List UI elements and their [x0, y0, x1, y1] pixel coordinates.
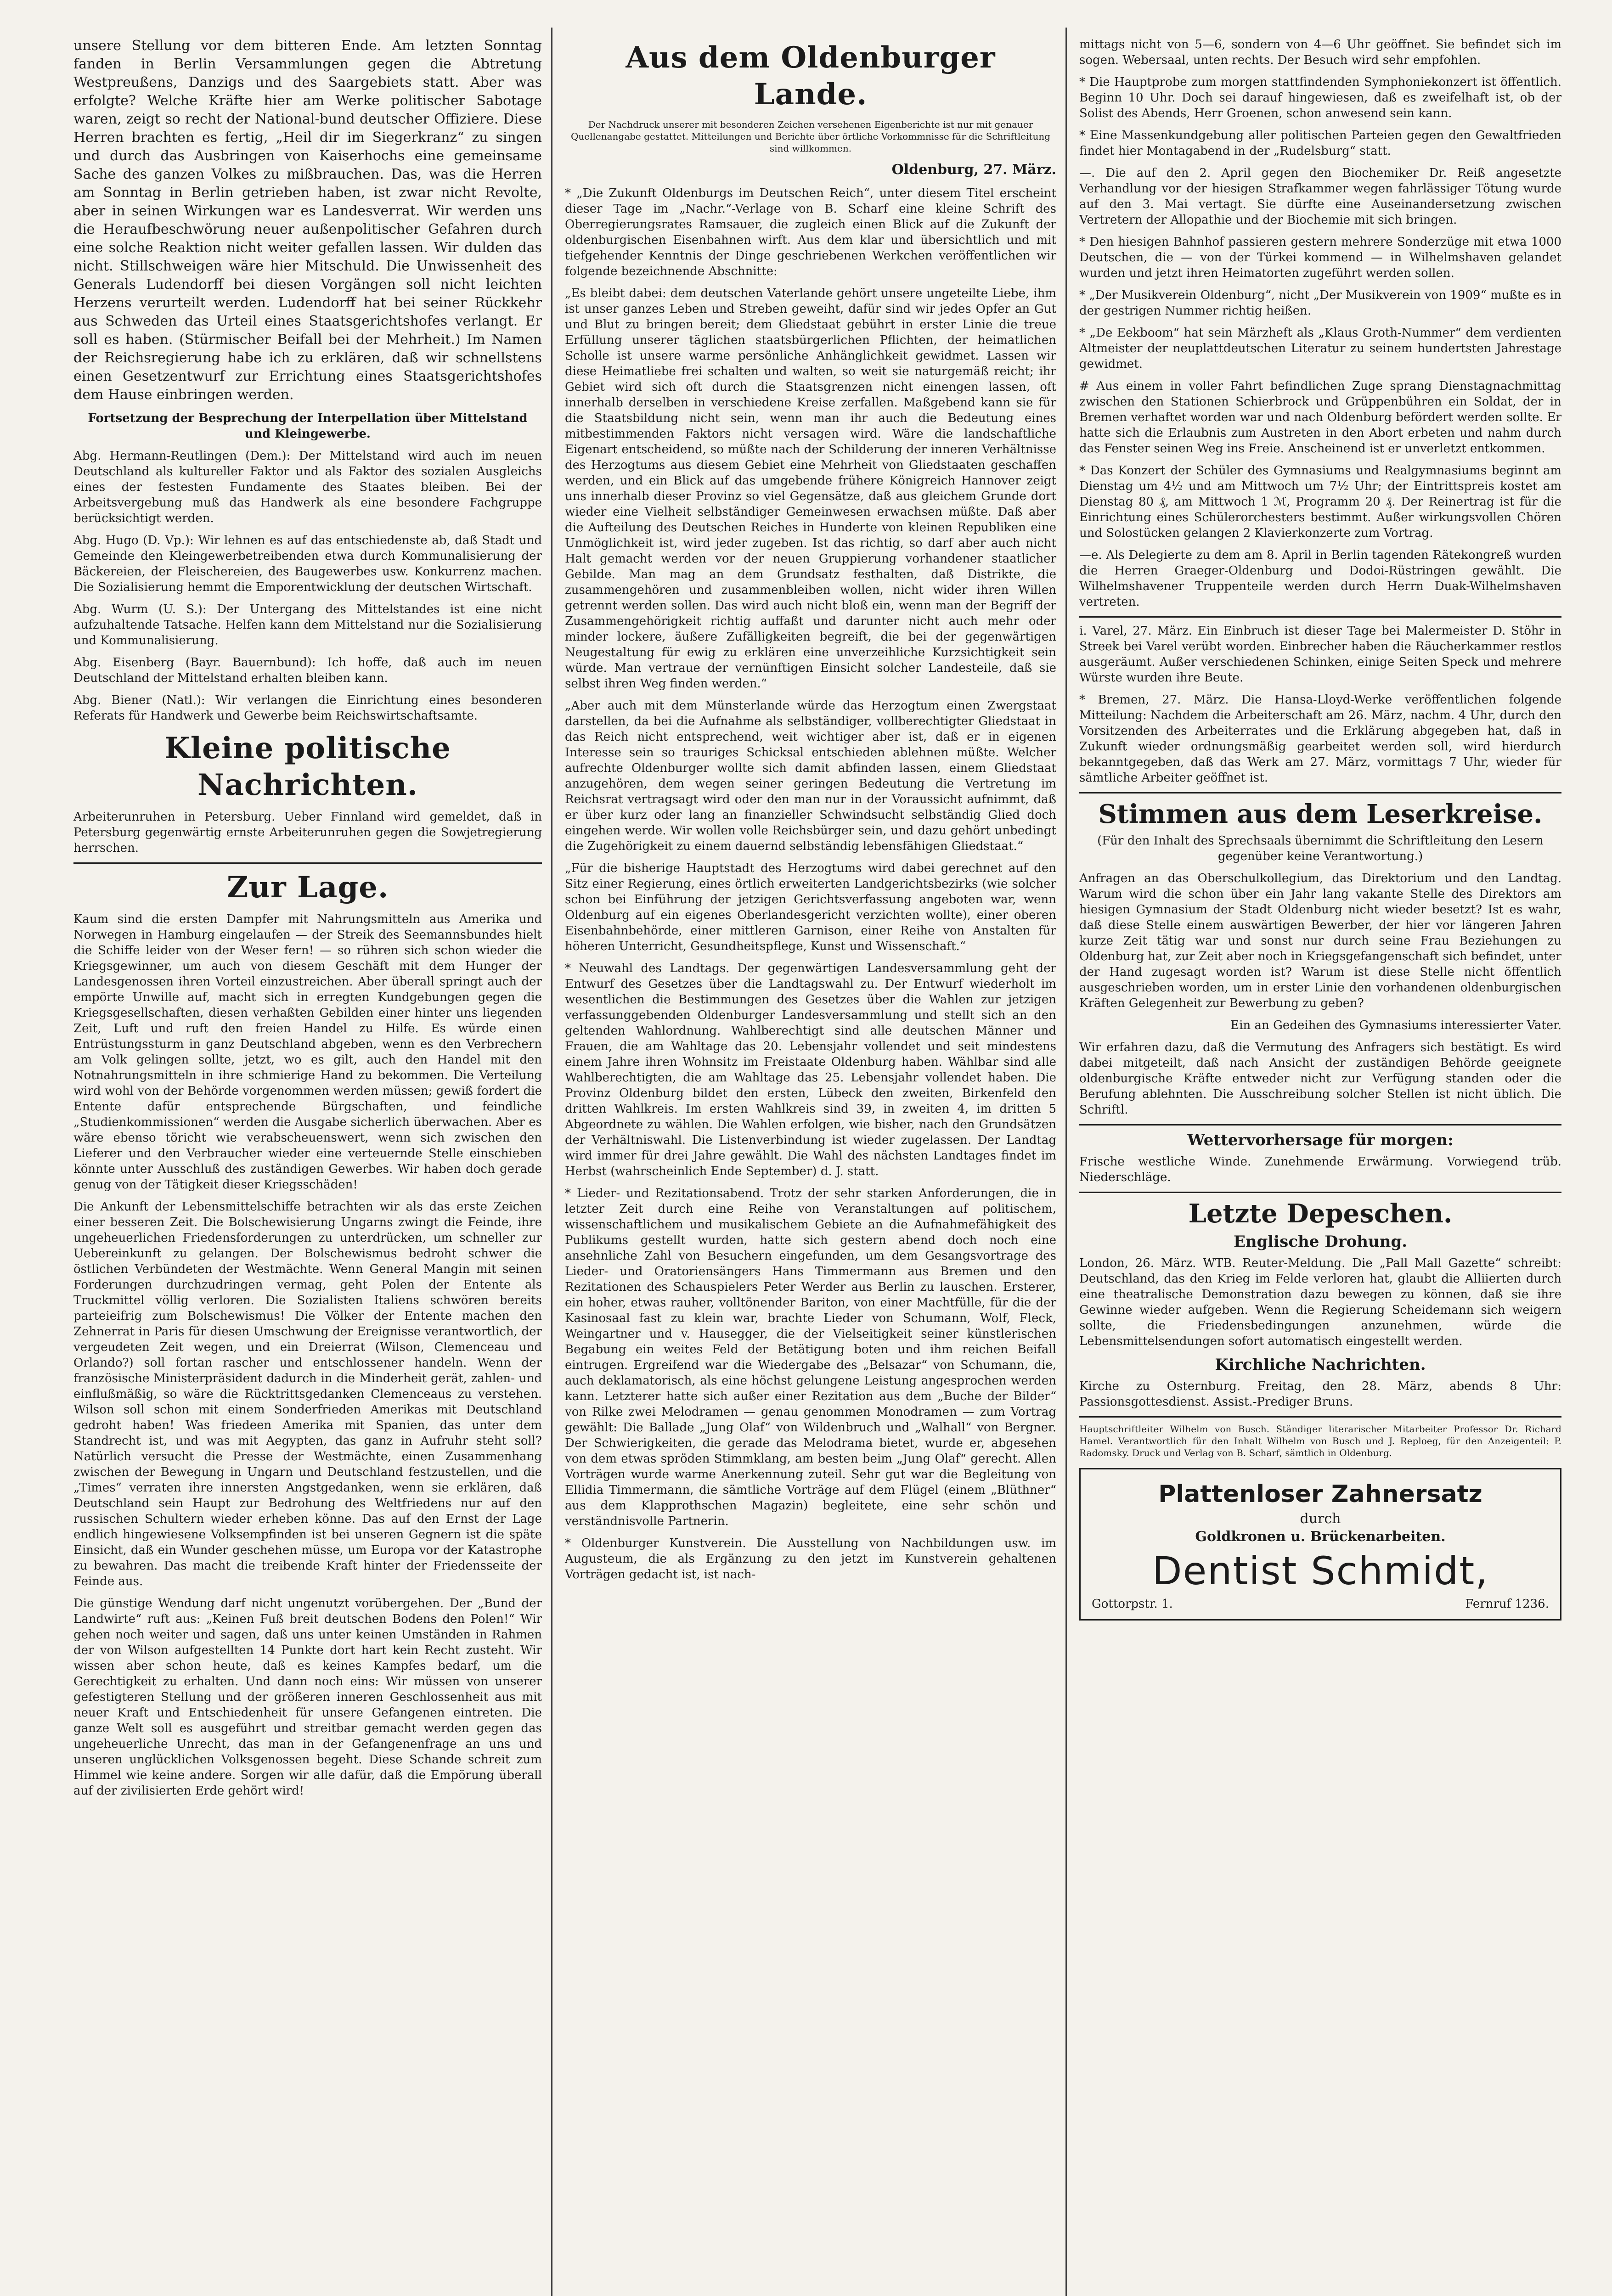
ad-line: Goldkronen u. Brückenarbeiten.: [1195, 1529, 1446, 1545]
column-divider: [1065, 28, 1067, 2296]
article-paragraph: * „Die Zukunft Oldenburgs im Deutschen Reich“, unter diesem Titel erscheint dieser Tage im „Nachr.“-Verlage von B. Scharf eine kleine Schrift des Oberregierungsrates Ramsauer, die zugleich einen Blick auf die Zukunft der oldenburgischen Eisenbahnen wirft. Aus dem klar und übersichtlich und mit tiefgehender Kenntnis der Dinge geschriebenen Werkchen veröffentlichen wir folgende bezeichnende Abschnitte:: [565, 186, 1056, 278]
article-paragraph: unsere Stellung vor dem bitteren Ende. Am letzten Sonntag fanden in Berlin Versammlungen gegen die Abtretung Westpreußens, Danzigs und des Saargebiets statt. Aber was erfolgte? Welche Kräfte hier am Werke politischer Sabotage waren, zeigt so recht der National-bund deutscher Offiziere. Diese Herren brachten es fertig, „Heil dir im Siegerkranz“ zu singen und durch das Ausbringen von Kaiserhochs eine gemeinsame Sache des ganzen Volkes zu mißbrauchen. Das, was die Herren am Sonntag in Berlin getrieben haben, ist zwar nicht Revolte, aber in seinen Wirkungen war es Landesverrat. Wir werden uns die Heraufbeschwörung neuer außenpolitischer Gefahren durch eine solche Reaktion nicht weiter gefallen lassen. Wir dulden das nicht. Stillschweigen wäre hier Mitschuld. Die Unwissenheit des Generals Ludendorff bei diesen Vorgängen soll nicht leichten Herzens verurteilt werden. Ludendorff hat bei seiner Rückkehr aus Schweden das Urteil eines Staatsgerichtshofes verlangt. Er soll es haben. (Stürmischer Beifall bei der Mehrheit.) Im Namen der Reichsregierung habe ich zu erklären, daß wir schnellstens einen Gesetzentwurf zur Errichtung eines Staatsgerichtshofes dem Hause einbringen werden.: [73, 38, 542, 403]
article-paragraph: # Aus einem in voller Fahrt befindlichen Zuge sprang Dienstagnachmittag zwischen den Stationen Schierbrock und Grüppenbühren ein Soldat, der in Bremen verhaftet worden war und nach Oldenburg befördert werden sollte. Er hatte sich die Erlaubnis zum Austreten in den Abort erbeten und nahm durch das Fenster seinen Weg ins Freie. Anscheinend ist er unverletzt entkommen.: [1079, 379, 1561, 456]
article-paragraph: * Oldenburger Kunstverein. Die Ausstellung von Nachbildungen usw. im Augusteum, die als Ergänzung zu den jetzt im Kunstverein gehaltenen Vorträgen gedacht ist, ist nach-: [565, 1536, 1056, 1581]
dispatch-subtitle: Englische Drohung.: [1233, 1232, 1408, 1251]
ad-address: Gottorpstr. 1.: [1092, 1597, 1173, 1611]
dateline: Oldenburg, 27. März.: [891, 162, 1056, 178]
article-paragraph: * Eine Massenkundgebung aller politischen Parteien gegen den Gewaltfrieden findet hier Montagabend in der „Rudelsburg“ statt.: [1079, 129, 1561, 158]
ad-phone: Fernruf 1236.: [1465, 1597, 1549, 1611]
article-paragraph: Kaum sind die ersten Dampfer mit Nahrungsmitteln aus Amerika und Norwegen in Hamburg eingelaufen — der Streik des Seemannsbundes hielt die Schiffe leider von der Weser fern! — so rühren sich schon wieder die Kriegsgewinner, um auch von diesem Geschäft mit dem Hunger der Landesgenossen ihren Vorteil einzustreichen. Aber überall springt auch der empörte Unwille auf, macht sich in erregten Kundgebungen gegen die Kriegsgesellschaften, diesen verhaßten Gebilden einer hinter uns liegenden Zeit, Luft und ruft den freien Handel zu Hilfe. Es würde einen Entrüstungssturm in ganz Deutschland abgeben, wenn es den Verbrechern am Volk gelingen sollte, jetzt, wo es gilt, auch den Handel mit den Notnahrungsmitteln in ihre schmierige Hand zu bekommen. Die Verteilung wird wohl von der Behörde vorgenommen werden müssen; gewiß fordert die Entente dafür entsprechende Bürgschaften, und feindliche „Studienkommissionen“ werden die Ausgabe sicherlich überwachen. Aber es wäre ebenso töricht wie verabscheuenswert, wenn sich zwischen den Lieferer und den Verbraucher wieder eine verteuernde Stelle einschieben könnte unter Ausschluß des zuständigen Gewerbes. Wir haben doch gerade genug von der Tätigkeit dieser Kriegsschäden!: [73, 912, 542, 1192]
divider: [1079, 1124, 1561, 1125]
ad-footer: [1092, 1597, 1549, 1611]
section-heading-kirchlich: Kirchliche Nachrichten.: [1215, 1356, 1426, 1374]
article-paragraph: —. Die auf den 2. April gegen den Biochemiker Dr. Reiß angesetzte Verhandlung vor der hiesigen Strafkammer wegen fahrlässiger Tötung wurde auf den 3. Mai vertagt. Sie dürfte eine Auseinandersetzung zwischen Vertretern der Allopathie und der Biochemie mit sich bringen.: [1079, 166, 1561, 227]
article-paragraph: Die günstige Wendung darf nicht ungenutzt vorübergehen. Der „Bund der Landwirte“ ruft aus: „Keinen Fuß breit deutschen Bodens den Polen!“ Wir gehen noch weiter und sagen, daß uns unter keinen Umständen in Rahmen der von Wilson aufgestellten 14 Punkte dort hart kein Recht zusteht. Wir wissen aber schon heute, daß es keines Kampfes bedarf, um die Gerechtigkeit zu erhalten. Und dann noch eins: Wir müssen von unserer gefestigteren Stellung und der größeren inneren Geschlossenheit aus mit neuer Kraft und Entschiedenheit für unsere Gefangenen eintreten. Die ganze Welt soll es ausgeführt und streitbar gemacht werden gegen das ungeheuerliche Unrecht, das man in der Gefangenenfrage an uns und unseren unglücklichen Volksgenossen begeht. Diese Schande schreit zum Himmel wie keine andere. Sorgen wir alle dafür, daß die Empörung überall auf der zivilisierten Erde gehört wird!: [73, 1597, 542, 1798]
imprint: Hauptschriftleiter Wilhelm von Busch. Ständiger literarischer Mitarbeiter Professor Dr. Richard Hamel. Verantwortlich für den Inhalt Wilhelm von Busch und J. Reploeg, für den Anzeigenteil: P. Radomsky. Druck und Verlag von B. Scharf, sämtlich in Oldenburg.: [1079, 1424, 1561, 1458]
article-paragraph: Die Ankunft der Lebensmittelschiffe betrachten wir als das erste Zeichen einer besseren Zeit. Die Bolschewisierung Ungarns zwingt die Feinde, ihre ungeheuerlichen Friedensforderungen zu unterdrücken, um schneller zur Uebereinkunft zu gelangen. Der Bolschewismus bedroht schwer die östlichen Verbündeten der Westmächte. Wenn General Mangin mit seinen Forderungen durchzudringen vermag, geht Polen der Entente als Truckmittel völlig verloren. Die Sozialisten Italiens schwören bereits parteieifrig zum Bolschewismus! Die Völker der Entente machen den Zehnerrat in Paris für diesen Umschwung der Ereignisse verantwortlich, der vergeudeten Zeit wegen, und ein Dreierrat (Wilson, Clemenceau und Orlando?) soll fortan rascher und entschlossener handeln. Wenn der französische Ministerpräsident dadurch in die Minderheit gerät, zahlen- und einflußmäßig, so wäre die Rücktrittsgedanken Clemenceaus zu verstehen. Wilson soll schon mit einem Sonderfrieden Amerikas mit Deutschland gedroht haben! Was friedeen Amerika mit Spanien, das unter dem Standrecht ist, und was mit Aegypten, das ganz in Aufruhr steht soll? Natürlich versucht die Presse der Westmächte, einen Zusammenhang zwischen der Bewegung in Ungarn und Deutschland festzustellen, und die „Times“ verraten ihre innersten Angstgedanken, wenn sie erklären, daß Deutschland sein Haupt zur Bedrohung des Weltfriedens nur auf den russischen Schultern wieder erheben könne. Das auf den Ernst der Lage endlich hingewiesene Volksempfinden ist bei unseren Gegnern ist die späte Einsicht, daß ein Wunder geschehen müsse, um Europa vor der Katastrophe zu bewahren. Das macht die treibende Kraft hinter der Friedensseite der Feinde aus.: [73, 1200, 542, 1588]
divider: [1079, 616, 1561, 618]
ad-name: Dentist Schmidt,: [1152, 1548, 1489, 1593]
article-paragraph: * „De Eekboom“ hat sein Märzheft als „Klaus Groth-Nummer“ dem verdienten Altmeister der neuplattdeutschen Literatur zu seinem hundertsten Jahrestage gewidmet.: [1079, 326, 1561, 371]
article-paragraph: * Den hiesigen Bahnhof passieren gestern mehrere Sonderzüge mit etwa 1000 Deutschen, die — von der Türkei kommend — in Wilhelmshaven gelandet wurden und jetzt ihren Heimatorten zugeführt werden sollen.: [1079, 235, 1561, 280]
article-paragraph: * Lieder- und Rezitationsabend. Trotz der sehr starken Anforderungen, die in letzter Zeit durch eine Reihe von Veranstaltungen auf politischem, wissenschaftlichem und musikalischem Gebiete an die Aufnahmefähigkeit des Publikums gestellt wurden, hatte sich gestern abend doch noch eine ansehnliche Zahl von Besuchern eingefunden, um dem Gesangsvortrage des Lieder- und Oratoriensängers Hans Timmermann aus Bremen und den Rezitationen des Schauspielers Peter Werder aus Berlin zu lauschen. Ersterer, ein hoher, etwas rauher, volltönender Bariton, von einer Machtfülle, für die der Kasinosaal fast zu klein war, brachte Lieder von Schumann, Wolf, Fleck, Weingartner und v. Hausegger, die der Vielseitigkeit seiner künstlerischen Begabung ein weites Feld der Betätigung boten und ihm reichen Beifall eintrugen. Ergreifend war die Wiedergabe des „Belsazar“ von Schumann, die, auch deklamatorisch, als eine höchst gelungene Leistung angesprochen werden kann. Letzterer hatte sich außer einer Rezitation aus dem „Buche der Bilder“ von Rilke zwei Melodramen — genau genommen Monodramen — zum Vortrag gewählt: Die Ballade „Jung Olaf“ von Wildenbruch und „Walhall“ von Bergner. Der Schwierigkeiten, die gerade das Melodrama bietet, wurde er, abgesehen von dem etwas spröden Stimmklang, am besten beim „Jung Olaf“ gerecht. Allen Vorträgen wurde warme Anerkennung zuteil. Sehr gut war die Begleitung von Ellidia Timmermann, die sämtliche Vorträge auf dem Flügel (einem „Blüthner“ aus dem Klapprothschen Magazin) begleitete, eine sehr schön und verständnisvolle Partnerin.: [565, 1187, 1056, 1528]
article-paragraph: i. Varel, 27. März. Ein Einbruch ist dieser Tage bei Malermeister D. Stöhr in Streek bei Varel verübt worden. Einbrecher haben die Räucherkammer restlos ausgeräumt. Außer verschiedenen Schinken, einige Seiten Speck und mehrere Würste wurden ihre Beute.: [1079, 624, 1561, 685]
article-paragraph: * Die Hauptprobe zum morgen stattfindenden Symphoniekonzert ist öffentlich. Beginn 10 Uhr. Doch sei darauf hingewiesen, daß es zweifelhaft ist, ob der Solist des Abends, Herr Groenen, schon anwesend sein kann.: [1079, 75, 1561, 120]
section-heading-oldenburg: Aus dem Oldenburger Lande.: [626, 40, 996, 112]
section-note: (Für den Inhalt des Sprechsaals übernimmt die Schriftleitung den Lesern gegenüber keine Verantwortung.): [1097, 834, 1544, 863]
article-paragraph: Abg. Eisenberg (Bayr. Bauernbund): Ich hoffe, daß auch im neuen Deutschland der Mittelstand erhalten bleiben kann.: [73, 656, 542, 685]
article-paragraph: London, 26. März. WTB. Reuter-Meldung. Die „Pall Mall Gazette“ schreibt: Deutschland, das den Krieg im Felde verloren hat, glaubt die Alliierten durch eine theatralische Demonstration dazu bewegen zu können, daß sie ihre Gewinne wieder aufgeben. Wenn die Regierung Scheidemann sich weigern sollte, die Friedensbedingungen anzunehmen, würde die Lebensmittelsendungen sofort automatisch eingestellt werden.: [1079, 1256, 1561, 1348]
divider: [1079, 1416, 1561, 1418]
article-paragraph: Abg. Hermann-Reutlingen (Dem.): Der Mittelstand wird auch im neuen Deutschland als kultureller Faktor und als Faktor des sozialen Ausgleichs eines der festesten Fundamente des Staates bleiben. Bei der Arbeitsvergebung muß das Handwerk als eine besondere Fachgruppe berücksichtigt werden.: [73, 449, 542, 525]
section-heading-stimmen: Stimmen aus dem Leserkreise.: [1098, 799, 1543, 829]
weather-title: Wettervorhersage für morgen:: [1187, 1131, 1454, 1149]
article-paragraph: Abg. Hugo (D. Vp.): Wir lehnen es auf das entschiedenste ab, daß Stadt und Gemeinde den Kleingewerbetreibenden etwa durch Kommunalisierung der Bäckereien, der Fleischereien, des Baugewerbes usw. Konkurrenz machen. Die Sozialisierung hemmt die Emporentwicklung der deutschen Wirtschaft.: [73, 534, 542, 594]
article-paragraph: * „Der Musikverein Oldenburg“, nicht „Der Musikverein von 1909“ mußte es in der gestrigen Nummer richtig heißen.: [1079, 288, 1561, 318]
reprint-note: Der Nachdruck unserer mit besonderen Zeichen versehenen Eigenberichte ist nur mit genauer Quellenangabe gestattet. Mitteilungen und Berichte über örtliche Vorkommnisse für die Schriftleitung sind willkommen.: [570, 119, 1051, 154]
divider: [1079, 792, 1561, 793]
column-divider: [551, 28, 552, 2296]
subheading: Fortsetzung der Besprechung der Interpellation über Mittelstand und Kleingewerbe.: [88, 411, 528, 441]
article-paragraph: Arbeiterunruhen in Petersburg. Ueber Finnland wird gemeldet, daß in Petersburg gegenwärtig ernste Arbeiterunruhen gegen die Sowjetregierung herrschen.: [73, 810, 542, 855]
column-2: [565, 37, 1056, 1589]
divider: [1079, 1192, 1561, 1193]
article-paragraph: Wir erfahren dazu, daß die Vermutung des Anfragers sich bestätigt. Es wird dabei mitgeteilt, daß nach Ansicht der zuständigen Behörde geeignete oldenburgische Kräfte entweder nicht zur Verfügung standen oder die Berufung ablehnten. Die Ausschreibung solcher Stellen ist nicht üblich. Die Schriftl.: [1079, 1041, 1561, 1117]
article-paragraph: * Bremen, 27. März. Die Hansa-Lloyd-Werke veröffentlichen folgende Mitteilung: Nachdem die Arbeiterschaft am 26. März, nachm. 4 Uhr, durch den Vorsitzenden des Arbeiterrates und die Erklärung abgegeben hat, daß in Zukunft wieder ordnungsmäßig gearbeitet werden soll, wird hierdurch bekanntgegeben, daß das Werk am 27. März, vormittags 7 Uhr, wieder für sämtliche Arbeiter geöffnet ist.: [1079, 693, 1561, 785]
ad-durch: durch: [1300, 1511, 1341, 1527]
article-paragraph: Abg. Biener (Natl.): Wir verlangen die Einrichtung eines besonderen Referats für Handwerk und Gewerbe beim Reichswirtschaftsamte.: [73, 693, 542, 723]
article-paragraph: * Das Konzert der Schüler des Gymnasiums und Realgymnasiums beginnt am Dienstag um 4½ und am Mittwoch um 7½ Uhr; der Eintrittspreis kostet am Dienstag 80 ₰, am Mittwoch 1 ℳ, Programm 20 ₰. Der Reinertrag ist für die Einrichtung eines Schülerorchesters bestimmt. Außer wirkungsvollen Chören und Solostücken gelangen 2 Klavierkonzerte zum Vortrag.: [1079, 464, 1561, 540]
signature: Ein an Gedeihen des Gymnasiums interessierter Vater.: [1230, 1019, 1561, 1032]
divider: [73, 862, 542, 864]
article-paragraph: —e. Als Delegierte zu dem am 8. April in Berlin tagenden Rätekongreß wurden die Herren Graeger-Oldenburg und Dodoi-Rüstringen gewählt. Die Wilhelmshavener Truppenteile werden durch Herrn Duak-Wilhelmshaven vertreten.: [1079, 548, 1561, 609]
section-heading-depeschen: Letzte Depeschen.: [1188, 1199, 1453, 1229]
article-paragraph: „Für die bisherige Hauptstadt des Herzogtums wird dabei gerechnet auf den Sitz einer Regierung, eines örtlich erweiterten Landgerichtsbezirks (wie solcher schon bei Einführung der jetzigen Gerichtsverfassung angeboten war, wenn Oldenburg auf ein eigenes Oberlandesgericht verzichten wollte), einer oberen Eisenbahnbehörde, einer mittleren Garnison, einer Reihe von Anstalten für höheren Unterricht, Gesundheitspflege, Kunst und Wissenschaft.“: [565, 861, 1056, 953]
article-paragraph: „Es bleibt dabei: dem deutschen Vaterlande gehört unsere ungeteilte Liebe, ihm ist unser ganzes Leben und Streben geweiht, dafür sind wir jedes Opfer an Gut und Blut zu bringen bereit; dem Gliedstaat gebührt in erster Linie die treue Erfüllung unserer täglichen staatsbürgerlichen Pflichten, der heimatlichen Scholle ist unsere warme persönliche Anhänglichkeit gewidmet. Lassen wir diese Heimatliebe frei schalten und walten, so weit sie naturgemäß reicht; ihr Gebiet wird sich oft durch die Staatsgrenzen nicht einengen lassen, oft innerhalb derselben in verschiedene Kreise zerfallen. Maßgebend kann sie für die Staatsbildung nicht sein, wenn man ihr auch die Bedeutung eines mitbestimmenden Faktors nicht versagen wird. Wäre die landschaftliche Eigenart entscheidend, so müßte nach der Schilderung der inneren Verhältnisse des Herzogtums aus diesem Gebiet eine Mehrheit von Gliedstaaten geschaffen werden, und ein Blick auf das umgebende frühere Königreich Hannover zeigt uns innerhalb dieser Provinz so viel Gegensätze, daß aus gleichem Grunde dort wieder eine Vielheit selbständiger Gemeinwesen erwachsen müßte. Daß aber die Aufteilung des Deutschen Reiches in Hunderte von kleinen Republiken eine Unmöglichkeit ist, wird jeder zugeben. Ist das richtig, so darf aber auch nicht Halt gemacht werden vor der neuen Gruppierung vorhandener staatlicher Gebilde. Man mag an dem Grundsatz festhalten, daß Distrikte, die zusammengehören und zusammenbleiben wollen, nicht wider ihren Willen getrennt werden sollen. Das wird auch nicht bloß ein, wenn man der Begriff der Zusammengehörigkeit richtig auffaßt und darunter nicht auch mehr oder minder lockere, äußere Zufälligkeiten begreift, die bei der gegenwärtigen Neugestaltung für ewig zu erklären eine unverzeihliche Kurzsichtigkeit sein würde. Man vertraue der vernünftigen Einsicht solcher Landesteile, daß sie selbst ihren Weg finden werden.“: [565, 287, 1056, 691]
column-1: [73, 37, 542, 1805]
section-heading-lage: Zur Lage.: [226, 870, 389, 905]
article-paragraph: Anfragen an das Oberschulkollegium, das Direktorium und den Landtag. Warum wird die schon über ein Jahr lang vakante Stelle des Direktors am hiesigen Gymnasium der Stadt Oldenburg nicht wieder besetzt? Ist es wahr, daß diese Stelle einem auswärtigen Bewerber, der hier vor längeren Jahren kurze Zeit tätig war und sonst nur durch seine Frau Beziehungen zu Oldenburg hat, zur Zeit aber noch in Kriegsgefangenschaft sich befindet, unter der Hand zugesagt worden ist? Warum ist diese Stelle nicht öffentlich ausgeschrieben worden, um in erster Linie den vorhandenen oldenburgischen Kräften Gelegenheit zur Bewerbung zu geben?: [1079, 872, 1561, 1010]
article-paragraph: * Neuwahl des Landtags. Der gegenwärtigen Landesversammlung geht der Entwurf des Gesetzes über die Landtagswahl zu. Der Entwurf wiederholt im wesentlichen die Bestimmungen des Gesetzes über die Wahlen zur jetzigen verfassunggebenden Oldenburger Landesversammlung und stellt sich an den geltenden Wahlordnung. Wahlberechtigt sind alle deutschen Männer und Frauen, die am Wahltage das 20. Lebensjahr vollendet und seit mindestens einem Jahre ihren Wohnsitz im Freistaate Oldenburg haben. Wählbar sind alle Wahlberechtigten, die am Wahltage das 25. Lebensjahr vollendet haben. Die Provinz Oldenburg bildet den ersten, Lübeck den zweiten, Birkenfeld den dritten Wahlkreis. Im ersten Wahlkreis sind 39, in zweiten 4, im dritten 5 Abgeordnete zu wählen. Die Wahlen erfolgen, wie bisher, nach den Grundsätzen der Verhältniswahl. Die Listenverbindung ist wieder zugelassen. Der Landtag wird immer für drei Jahre gewählt. Die Wahl des nächsten Landtages findet im Herbst (wahrscheinlich Ende September) d. J. statt.: [565, 962, 1056, 1178]
article-paragraph: „Aber auch mit dem Münsterlande würde das Herzogtum einen Zwergstaat darstellen, da bei die Aufnahme als selbständiger, vollberechtigter Gliedstaat in das Reich nicht entsprechend, weit wichtiger aber ist, daß er in eigenen Interesse sein so trauriges Schicksal entschieden ablehnen müßte. Welcher aufrechte Oldenburger wollte sich damit abfinden lassen, einem Gliedstaat anzugehören, dem wegen seiner geringen Bedeutung die Vertretung im Reichsrat vertragsagt wird oder den man nur in der Voraussicht aufnimmt, daß er über kurz oder lang an finanzieller Schwindsucht selbständig Glied doch eingehen werde. Wir wollen volle Reichsbürger sein, und dazu gehört unbedingt die Zugehörigkeit zu einem dauernd selbständig lebensfähigen Gliedstaat.“: [565, 699, 1056, 853]
ad-title: Plattenloser Zahnersatz: [1158, 1480, 1482, 1508]
weather-text: Frische westliche Winde. Zunehmende Erwärmung. Vorwiegend trüb. Niederschläge.: [1079, 1155, 1561, 1184]
section-heading-kleine: Kleine politische Nachrichten.: [164, 731, 451, 802]
advertisement: [1079, 1468, 1561, 1621]
article-paragraph: Abg. Wurm (U. S.): Der Untergang des Mittelstandes ist eine nicht aufzuhaltende Tatsache. Helfen kann dem Mittelstand nur die Sozialisierung und Kommunalisierung.: [73, 602, 542, 647]
column-3: [1079, 37, 1561, 1621]
article-paragraph: mittags nicht von 5—6, sondern von 4—6 Uhr geöffnet. Sie befindet sich im sogen. Webersaal, unten rechts. Der Besuch wird sehr empfohlen.: [1079, 38, 1561, 67]
article-paragraph: Kirche zu Osternburg. Freitag, den 28. März, abends 8 Uhr: Passionsgottesdienst. Assist.-Prediger Bruns.: [1079, 1379, 1561, 1409]
